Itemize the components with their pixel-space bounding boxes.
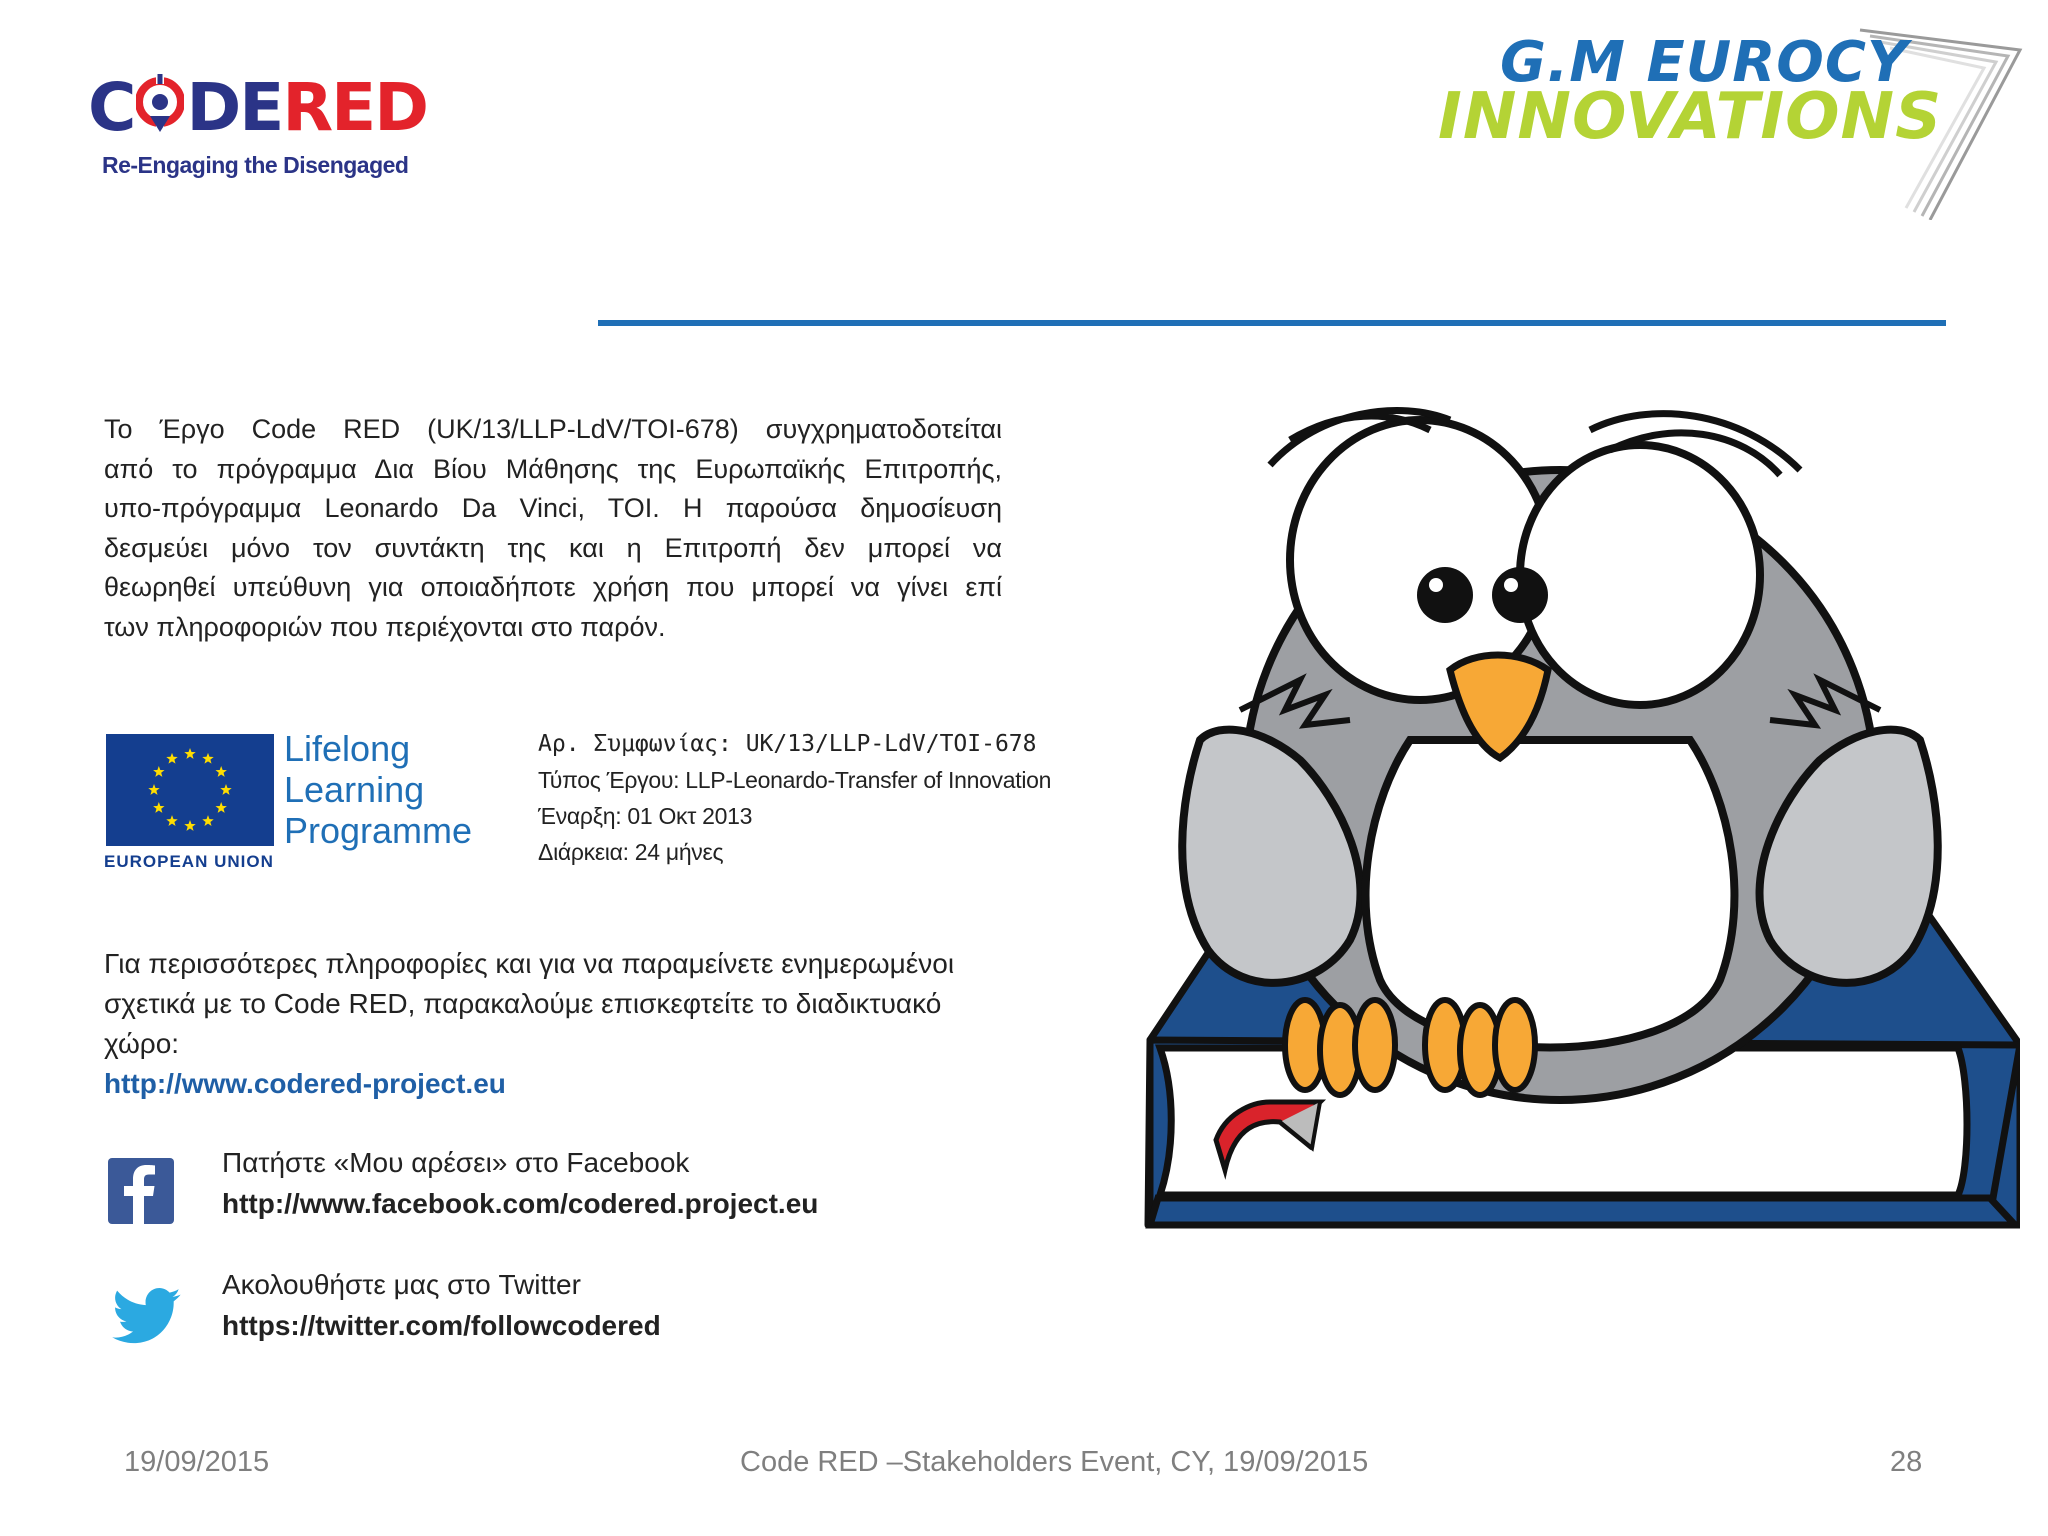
disclaimer-line: υπο-πρόγραμμα Leonardo Da Vinci, TOI. Η παρούσα δημοσίευση: [104, 493, 1002, 523]
facebook-text: Πατήστε «Μου αρέσει» στο Facebook: [222, 1147, 690, 1178]
website-link[interactable]: http://www.codered-project.eu: [104, 1068, 506, 1099]
more-info-line: Για περισσότερες πληροφορίες και για να παραμείνετε ενημερωμένοι: [104, 948, 955, 979]
facebook-link[interactable]: http://www.facebook.com/codered.project.eu: [222, 1188, 819, 1219]
footer-page-number: 28: [1890, 1446, 1923, 1478]
llp-line: Programme: [284, 810, 473, 851]
eu-star-icon: [148, 784, 159, 795]
more-info-line: χώρο:: [104, 1028, 180, 1059]
codered-tagline: Re-Engaging the Disengaged: [102, 152, 409, 178]
facebook-icon[interactable]: [108, 1158, 174, 1224]
footer-date: 19/09/2015: [124, 1446, 270, 1478]
funding-disclaimer: [104, 410, 1002, 647]
owl-illustration: [1120, 380, 2020, 1240]
project-duration: Διάρκεια: 24 μήνες: [538, 839, 724, 865]
codered-wordmark: [88, 70, 427, 146]
gm-logo-line2: INNOVATIONS: [1438, 80, 1943, 154]
codered-letters-de: DE: [186, 69, 283, 146]
project-type: Τύπος Έργου: LLP-Leonardo-Transfer of Innovation: [538, 767, 1052, 793]
eu-star-icon: [202, 753, 213, 764]
llp-logo: [104, 728, 504, 878]
gm-eurocy-logo: [1430, 20, 2030, 220]
header-divider: [598, 320, 1946, 326]
twitter-link[interactable]: https://twitter.com/followcodered: [222, 1310, 661, 1341]
agreement-number: Αρ. Συμφωνίας: UK/13/LLP-LdV/TOI-678: [538, 731, 1037, 757]
footer-title: Code RED –Stakeholders Event, CY, 19/09/2015: [740, 1446, 1369, 1478]
eu-flag-icon: [106, 734, 274, 846]
codered-letters-red: RED: [282, 69, 428, 146]
more-info-line: σχετικά με το Code RED, παρακαλούμε επισκεφτείτε το διαδικτυακό: [104, 988, 942, 1019]
disclaimer-line: θεωρηθεί υπεύθυνη για οποιαδήποτε χρήση που μπορεί να γίνει επί: [104, 572, 1002, 602]
disclaimer-line: των πληροφοριών που περιέχονται στο παρόν.: [104, 611, 666, 642]
llp-line: Learning: [284, 769, 425, 810]
codered-logo: [88, 70, 428, 190]
eu-star-icon: [220, 784, 231, 795]
eu-star-icon: [184, 820, 195, 831]
eu-star-icon: [215, 766, 226, 777]
eu-star-icon: [153, 802, 164, 813]
twitter-bird-icon[interactable]: [112, 1288, 182, 1351]
eu-star-icon: [215, 802, 226, 813]
owl-on-book-illustration: [1120, 380, 2020, 1245]
eu-star-icon: [166, 753, 177, 764]
codered-letter-c: C: [88, 69, 135, 146]
more-info: [104, 944, 1034, 1104]
llp-line: Lifelong: [284, 728, 411, 769]
eu-label: EUROPEAN UNION: [104, 852, 274, 871]
eu-star-icon: [153, 766, 164, 777]
agreement-info: [538, 726, 1051, 870]
disclaimer-line: Το Έργο Code RED (UK/13/LLP-LdV/TOI-678) συγχρηματοδοτείται: [104, 414, 1002, 444]
project-start: Έναρξη: 01 Οκτ 2013: [538, 803, 753, 829]
gm-logo-line1: G.M EUROCY: [1500, 30, 1909, 95]
codered-target-icon: [136, 74, 184, 134]
disclaimer-line: από το πρόγραμμα Δια Βίου Μάθησης της Ευρωπαϊκής Επιτροπής,: [104, 453, 1002, 484]
llp-title: [284, 728, 472, 851]
twitter-text: Ακολουθήστε μας στο Twitter: [222, 1269, 581, 1300]
disclaimer-line: δεσμεύει μόνο τον συντάκτη της και η Επιτροπή δεν μπορεί να: [104, 532, 1002, 563]
eu-star-icon: [166, 815, 177, 826]
eu-star-icon: [184, 748, 195, 759]
eu-star-icon: [202, 815, 213, 826]
